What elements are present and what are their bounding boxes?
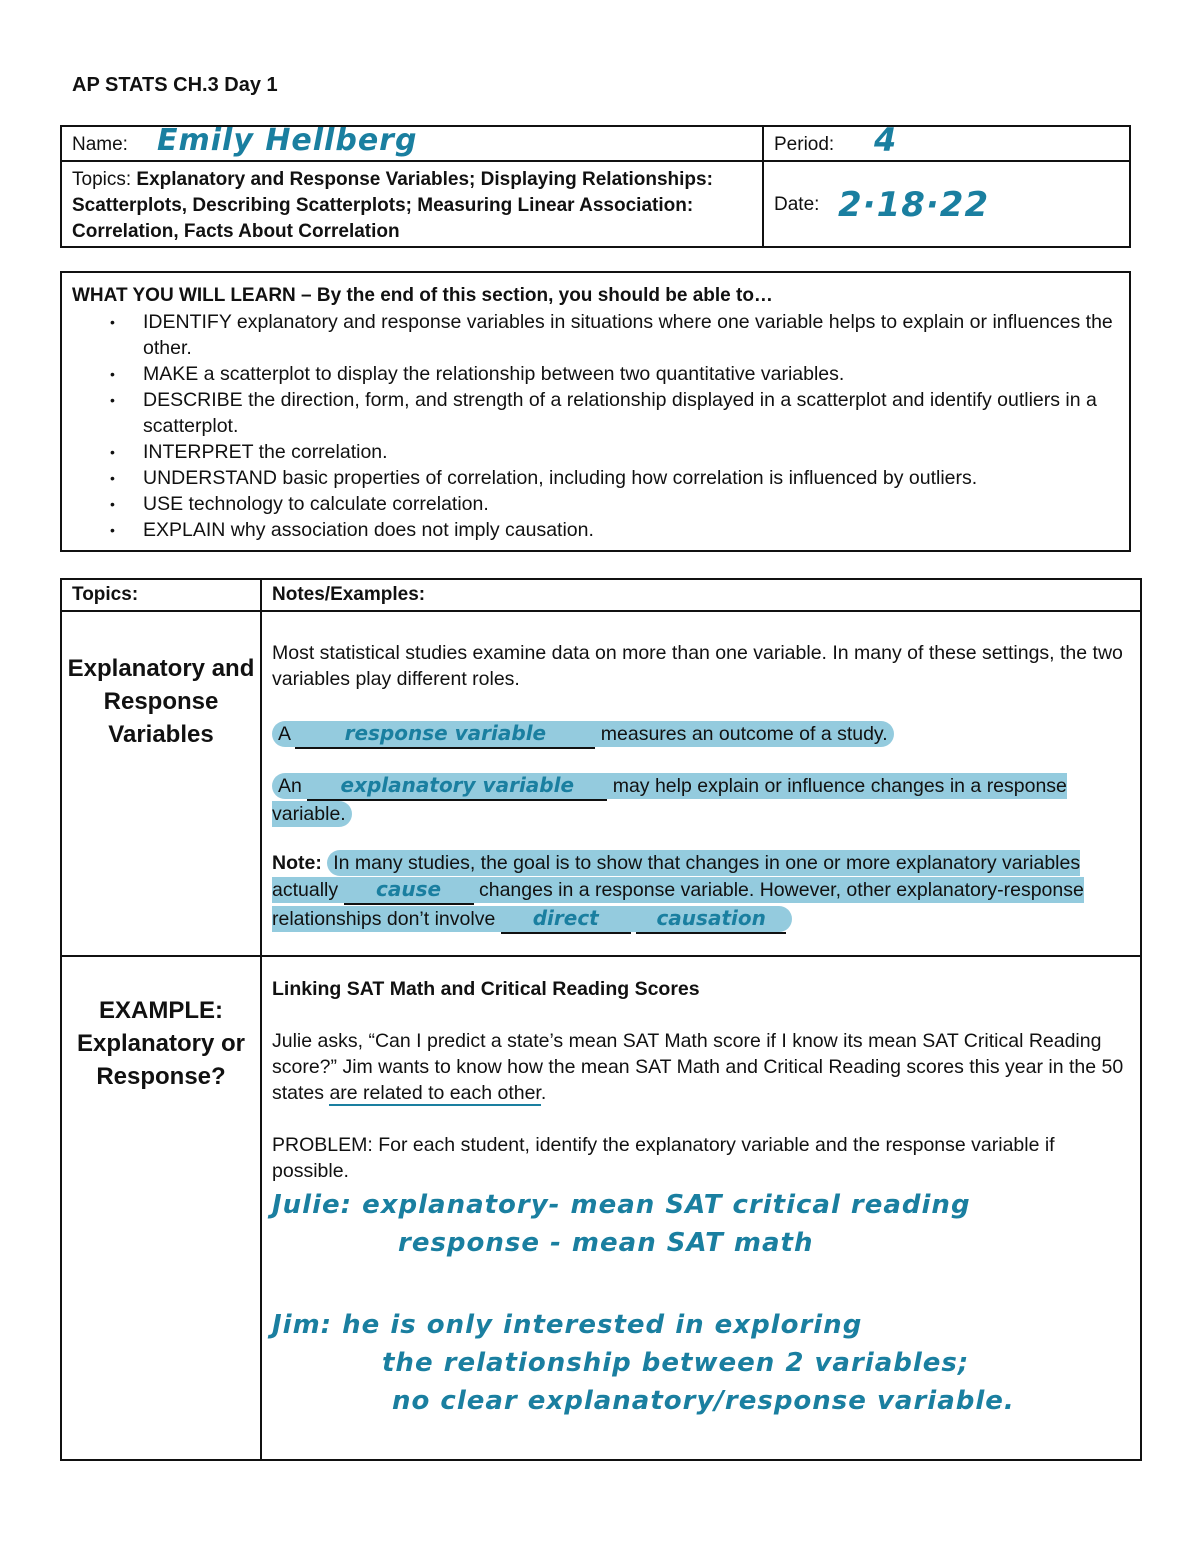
highlight: A response variable measures an outcome of a study. [272,721,894,747]
handwritten-answer-line: Jim: he is only interested in exploring [272,1310,863,1340]
name-label: Name: [72,134,128,155]
list-item: • IDENTIFY explanatory and response variables in situations where one variable helps to explain or influences the other. [110,311,1113,359]
explanatory-definition [272,772,1132,827]
column-header-notes: Notes/Examples: [272,584,426,605]
bullet-icon: • [110,444,115,460]
note-label: Note: [272,852,322,874]
learning-objectives-box [60,271,1131,552]
list-item: • UNDERSTAND basic properties of correlation, including how correlation is influenced by outliers. [110,467,978,489]
note-paragraph [272,850,1132,934]
date-label: Date: [774,194,820,215]
example-paragraph: Julie asks, “Can I predict a state’s mean SAT Math score if I know its mean SAT Critical Reading score?” Jim wants to know how the mean SAT Math and Critical Reading scores this year in the 50 states are related to each other. [272,1030,1124,1104]
section1-intro: Most statistical studies examine data on more than one variable. In many of these settings, the two variables play different roles. [272,642,1123,690]
topics-text: Explanatory and Response Variables; Displaying Relationships: Scatterplots, Describing Scatterplots; Measuring Linear Association: Correlation, Facts About Correlation [72,169,713,242]
bullet-icon: • [110,496,115,512]
notes-table [60,578,1142,1461]
notes-row-divider [62,955,1140,957]
response-definition [272,720,1132,749]
header-divider-horizontal [62,160,1129,162]
period-label: Period: [774,134,835,155]
bullet-icon: • [110,366,115,382]
header-divider-vertical [762,127,764,246]
bullet-icon: • [110,470,115,486]
problem-statement: PROBLEM: For each student, identify the explanatory variable and the response variable if possible. [272,1134,1055,1182]
underlined-phrase: are related to each other [329,1082,541,1104]
list-item: • USE technology to calculate correlation. [110,493,489,515]
handwritten-period: 4 [874,121,898,159]
example-title: Linking SAT Math and Critical Reading Scores [272,978,700,1000]
handwritten-fill: explanatory variable [340,773,575,797]
handwritten-name: Emily Hellberg [157,123,418,158]
handwritten-answer-line: response - mean SAT math [398,1228,814,1258]
document-title: AP STATS CH.3 Day 1 [72,74,278,96]
causation-blank: causation [636,905,786,934]
topics-cell [72,167,752,245]
handwritten-answer-line: no clear explanatory/response variable. [392,1386,1015,1416]
column-header-topics: Topics: [72,584,139,605]
list-item: • INTERPRET the correlation. [110,441,388,463]
list-item: • EXPLAIN why association does not imply causation. [110,519,594,541]
response-blank [295,720,595,749]
handwritten-answer-line: the relationship between 2 variables; [382,1348,970,1378]
bullet-icon: • [110,392,115,408]
section-topic-explanatory-response: Explanatory and Response Variables [67,655,255,748]
cause-blank: cause [344,876,474,905]
bullet-icon: • [110,522,115,538]
learning-objectives-list [72,309,1119,543]
highlight: An explanatory variable may help explain or influence changes in a response variable. [272,773,1067,825]
list-item: • DESCRIBE the direction, form, and strength of a relationship displayed in a scatterplot and identify outliers in a scatterplot. [110,389,1097,437]
handwritten-fill: response variable [344,721,547,745]
handwritten-date: 2·18·22 [838,185,990,225]
section-topic-example: EXAMPLE: Explanatory or Response? [76,997,246,1090]
notes-divider-vertical [260,580,262,1459]
bullet-icon: • [110,314,115,330]
handwritten-answer-line: Julie: explanatory- mean SAT critical reading [272,1190,971,1220]
list-item: • MAKE a scatterplot to display the relationship between two quantitative variables. [110,363,845,385]
topics-label: Topics: [72,169,132,190]
header-box [60,121,1131,248]
name-cell [72,134,128,156]
highlight: In many studies, the goal is to show that changes in one or more explanatory variables actually cause changes in a response variable. However, other explanatory-response relationships don’t involve direct causation [272,850,1084,932]
direct-blank: direct [501,905,631,934]
explanatory-blank [307,772,607,801]
learning-objectives-heading: WHAT YOU WILL LEARN – By the end of this section, you should be able to… [72,285,773,306]
notes-header-divider [62,610,1140,612]
